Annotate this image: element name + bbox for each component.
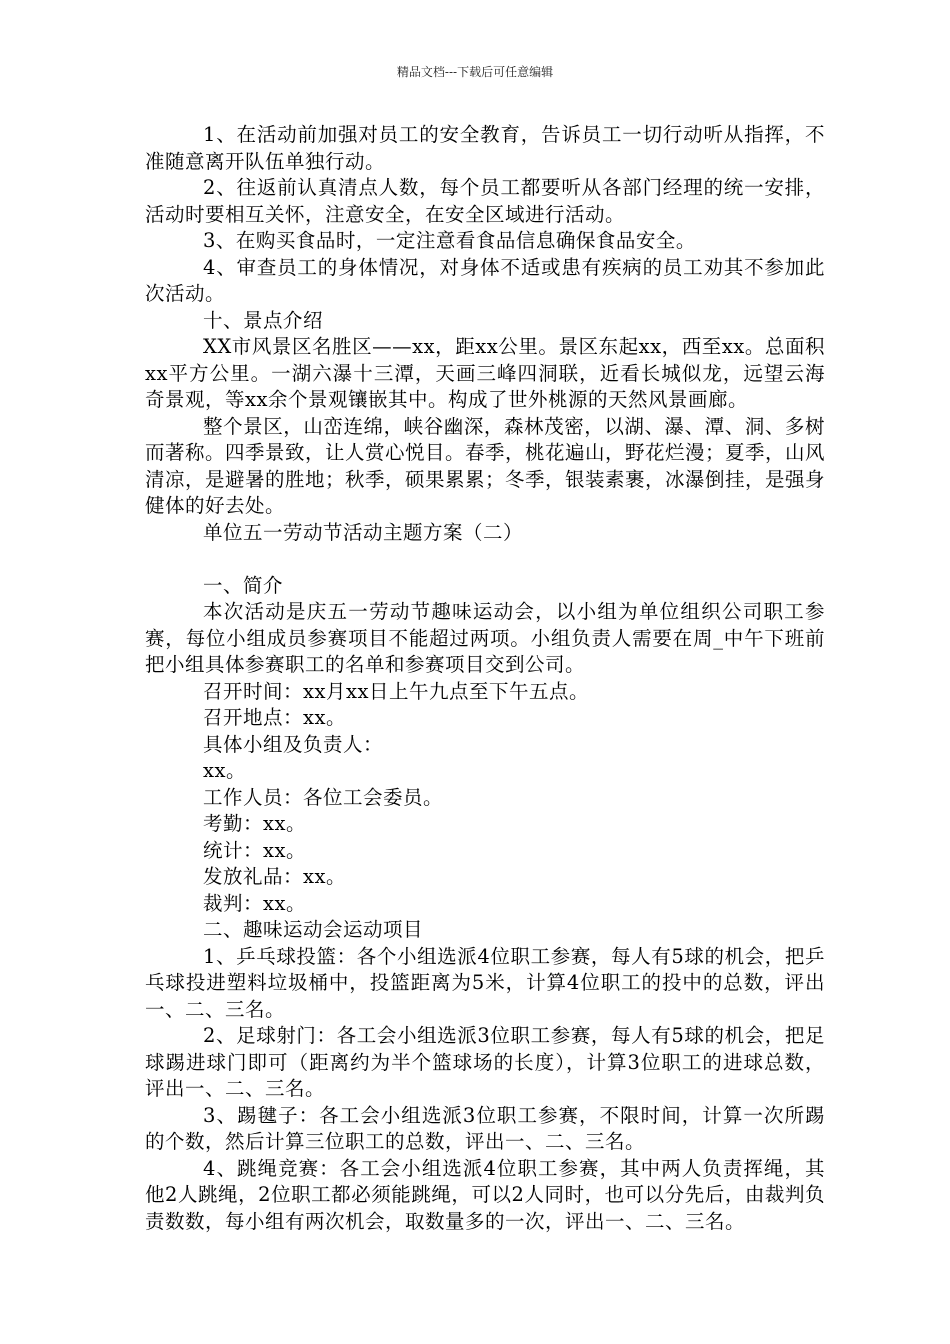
plan-title: 单位五一劳动节活动主题方案（二）	[203, 520, 524, 544]
attendance-line: 考勤：xx。	[203, 812, 306, 835]
section-heading-events: 二、趣味运动会运动项目	[203, 918, 424, 941]
document-body	[145, 122, 825, 1235]
gifts-line: 发放礼品：xx。	[203, 865, 346, 888]
safety-item-4: 4、审查员工的身体情况，对身体不适或患有疾病的员工劝其不参加此次活动。	[145, 255, 825, 305]
intro-paragraph: 本次活动是庆五一劳动节趣味运动会，以小组为单位组织公司职工参赛，每位小组成员参赛项目不能超过两项。小组负责人需要在周_中午下班前把小组具体参赛职工的名单和参赛项目交到公司。	[145, 600, 825, 676]
section-heading-intro: 一、简介	[203, 573, 284, 597]
group-leaders-value: xx。	[203, 759, 246, 782]
scenic-paragraph-2: 整个景区，山峦连绵，峡谷幽深，森林茂密，以湖、瀑、潭、洞、多树而著称。四季景致，让人赏心悦目。春季，桃花遍山，野花烂漫；夏季，山风清凉，是避暑的胜地；秋季，硕果累累；冬季，银装素裹，冰瀑倒挂，是强身健体的好去处。	[145, 414, 826, 517]
meeting-place: 召开地点：xx。	[203, 706, 346, 729]
section-heading-scenic-intro: 十、景点介绍	[203, 308, 324, 332]
blank-line	[145, 546, 825, 573]
event-item-1: 1、乒乓球投篮：各个小组选派4位职工参赛，每人有5球的机会，把乒乓球投进塑料垃圾桶中，投篮距离为5米，计算4位职工的投中的总数，评出一、二、三名。	[145, 944, 825, 1021]
staff-line: 工作人员：各位工会委员。	[203, 785, 444, 809]
scenic-paragraph-1: XX市风景区名胜区——xx，距xx公里。景区东起xx，西至xx。总面积xx平方公里。一湖六瀑十三潭，天画三峰四洞联，近看长城似龙，远望云海奇景观，等xx余个景观镶嵌其中。构成了世外桃源的天然风景画廊。	[145, 335, 825, 411]
safety-item-1: 1、在活动前加强对员工的安全教育，告诉员工一切行动听从指挥，不准随意离开队伍单独行动。	[145, 123, 825, 173]
event-item-4: 4、跳绳竞赛：各工会小组选派4位职工参赛，其中两人负责挥绳，其他2人跳绳，2位职工都必须能跳绳，可以2人同时，也可以分先后，由裁判负责数数，每小组有两次机会，取数量多的一次，评出一、二、三名。	[145, 1156, 825, 1233]
page-header: 精品文档---下载后可任意编辑	[396, 65, 554, 79]
referee-line: 裁判：xx。	[203, 891, 306, 915]
safety-item-3: 3、在购买食品时，一定注意看食品信息确保食品安全。	[203, 229, 696, 252]
statistics-line: 统计：xx。	[203, 838, 306, 862]
event-item-2: 2、足球射门：各工会小组选派3位职工参赛，每人有5球的机会，把足球踢进球门即可（距离约为半个篮球场的长度），计算3位职工的进球总数，评出一、二、三名。	[145, 1024, 825, 1100]
event-item-3: 3、踢毽子：各工会小组选派3位职工参赛，不限时间，计算一次所踢的个数，然后计算三位职工的总数，评出一、二、三名。	[145, 1103, 825, 1153]
safety-item-2: 2、往返前认真清点人数，每个员工都要听从各部门经理的统一安排，活动时要相互关怀，注意安全，在安全区域进行活动。	[145, 176, 825, 226]
group-leaders-label: 具体小组及负责人：	[203, 732, 384, 756]
meeting-time: 召开时间：xx月xx日上午九点至下午五点。	[203, 679, 589, 703]
